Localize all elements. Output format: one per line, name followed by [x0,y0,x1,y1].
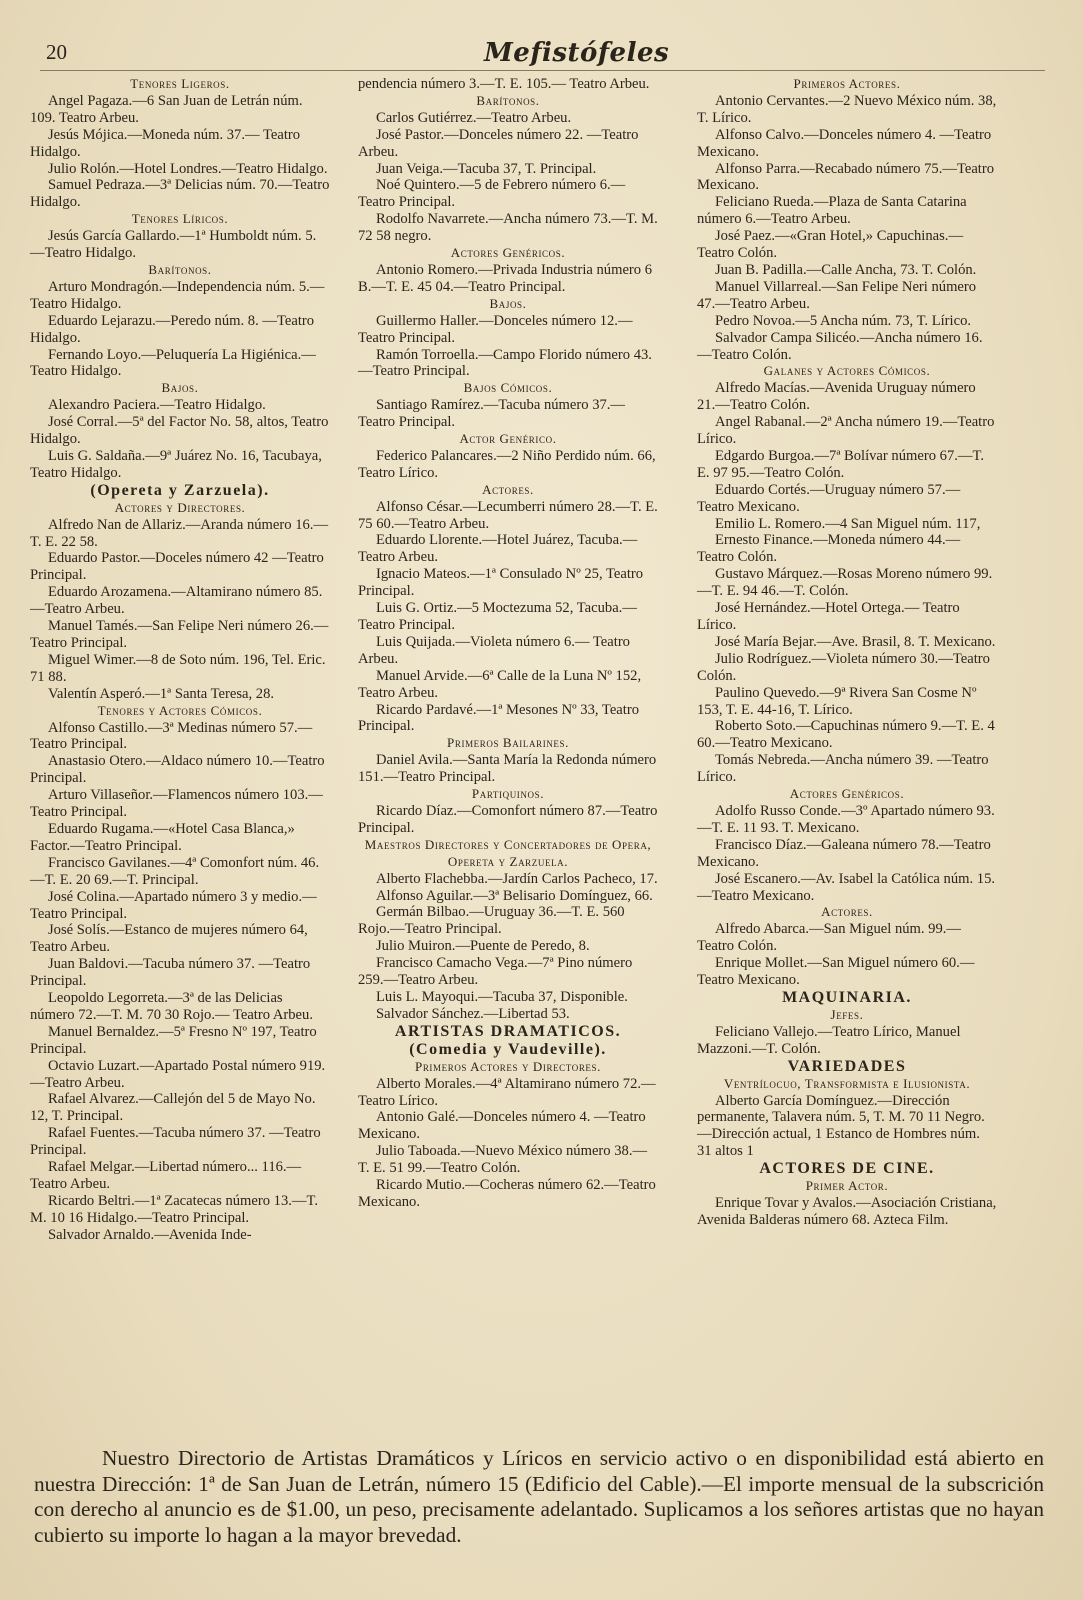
directory-entry: Arturo Villaseñor.—Flamencos número 103.—Teatro Principal. [30,787,323,821]
directory-entry: Ramón Torroella.—Campo Florido número 43.—Teatro Principal. [358,346,652,380]
directory-entry: Noé Quintero.—5 de Febrero número 6.—Teatro Principal. [358,177,626,211]
directory-entry: Rafael Alvarez.—Callejón del 5 de Mayo No. 12, T. Principal. [30,1091,316,1125]
directory-entry: Jesús García Gallardo.—1ª Humboldt núm. 5.—Teatro Hidalgo. [30,228,317,262]
directory-entry: Feliciano Rueda.—Plaza de Santa Catarina número 6.—Teatro Arbeu. [697,194,967,228]
directory-entry: Arturo Mondragón.—Independencia núm. 5.—Teatro Hidalgo. [30,278,325,312]
directory-entry: Salvador Arnaldo.—Avenida Inde- [48,1226,252,1243]
directory-entry: Fernando Loyo.—Peluquería La Higiénica.—Teatro Hidalgo. [30,346,316,380]
directory-entry: Alfonso César.—Lecumberri número 28.—T. E. 75 60.—Teatro Arbeu. [358,498,658,532]
directory-entry: Juan B. Padilla.—Calle Ancha, 73. T. Colón. [715,261,977,278]
category-title: (Comedia y Vaudeville). [409,1040,607,1058]
directory-entry: Ricardo Díaz.—Comonfort número 87.—Teatro Principal. [358,802,658,836]
directory-column-2 [358,76,658,1211]
category-title: VARIEDADES [787,1057,907,1075]
directory-entry: Alfonso Aguilar.—3ª Belisario Domínguez, 66. [376,887,653,904]
directory-entry: Germán Bilbao.—Uruguay 36.—T. E. 560 Rojo.—Teatro Principal. [358,904,625,938]
directory-entry: Alfredo Abarca.—San Miguel núm. 99.—Teatro Colón. [697,921,962,955]
directory-entry: Tomás Nebreda.—Ancha número 39. —Teatro Lírico. [697,752,989,786]
directory-entry: Julio Rodríguez.—Violeta número 30.—Teatro Colón. [697,650,990,684]
directory-entry: Alfonso Castillo.—3ª Medinas número 57.—Teatro Principal. [30,719,313,753]
directory-entry: Ricardo Mutio.—Cocheras número 62.—Teatro Mexicano. [358,1177,656,1210]
directory-entry: Juan Veiga.—Tacuba 37, T. Principal. [376,160,597,177]
directory-entry: Alfonso Parra.—Recabado número 75.—Teatro Mexicano. [697,160,995,194]
section-heading: Tenores y Actores Cómicos. [97,702,263,718]
directory-entry: Feliciano Vallejo.—Teatro Lírico, Manuel Mazzoni.—T. Colón. [697,1023,961,1057]
section-heading: Bajos. [161,380,199,396]
section-heading: Barítonos. [476,92,540,108]
category-title: ACTORES DE CINE. [759,1160,935,1178]
directory-entry: Francisco Díaz.—Galeana número 78.—Teatro Mexicano. [697,836,991,870]
directory-entry: José Escanero.—Av. Isabel la Católica núm. 15.—Teatro Mexicano. [697,870,996,904]
directory-entry: Anastasio Otero.—Aldaco número 10.—Teatro Principal. [30,753,325,787]
directory-entry: Manuel Villarreal.—San Felipe Neri número 47.—Teatro Arbeu. [697,278,977,312]
section-heading: Primeros Bailarines. [447,735,569,751]
directory-entry: Luis G. Ortiz.—5 Moctezuma 52, Tacuba.—Teatro Principal. [358,600,637,633]
directory-entry: Guillermo Haller.—Donceles número 12.—Teatro Principal. [358,312,633,346]
directory-entry: José Paez.—«Gran Hotel,» Capuchinas.—Teatro Colón. [697,228,964,262]
directory-entry: Manuel Arvide.—6ª Calle de la Luna Nº 152, Teatro Arbeu. [358,667,642,701]
directory-column-3 [697,76,997,1229]
directory-entry: José Pastor.—Donceles número 22. —Teatro Arbeu. [358,126,639,160]
directory-entry: Angel Pagaza.—6 San Juan de Letrán núm. 109. Teatro Arbeu. [30,92,303,126]
masthead-title: Mefistófeles [484,38,670,68]
directory-entry: José Corral.—5ª del Factor No. 58, altos, Teatro Hidalgo. [30,414,329,448]
directory-entry: Enrique Tovar y Avalos.—Asociación Cristiana, Avenida Balderas número 68. Azteca Film. [697,1195,997,1228]
directory-entry: Gustavo Márquez.—Rosas Moreno número 99.—T. E. 94 46.—T. Colón. [697,566,993,600]
directory-entry: Rafael Melgar.—Libertad número... 116.—Teatro Arbeu. [30,1159,302,1192]
directory-entry: Francisco Gavilanes.—4ª Comonfort núm. 46.—T. E. 20 69.—T. Principal. [30,854,320,888]
directory-entry: Luis Quijada.—Violeta número 6.— Teatro Arbeu. [358,633,630,667]
directory-entry: Alfonso Calvo.—Donceles número 4. —Teatro Mexicano. [697,126,992,160]
directory-entry: Leopoldo Legorreta.—3ª de las Delicias número 72.—T. M. 70 30 Rojo.— Teatro Arbeu. [30,990,313,1023]
directory-entry: Manuel Bernaldez.—5ª Fresno Nº 197, Teatro Principal. [30,1023,317,1057]
directory-entry: Paulino Quevedo.—9ª Rivera San Cosme Nº 153, T. E. 44-16, T. Lírico. [697,684,977,718]
section-heading: Actores Genéricos. [789,786,905,802]
directory-entry: pendencia número 3.—T. E. 105.— Teatro Arbeu. [358,76,650,92]
directory-entry: Julio Taboada.—Nuevo México número 38.—T. E. 51 99.—Teatro Colón. [358,1143,648,1177]
section-heading: Barítonos. [148,261,212,277]
section-heading: Actor Genérico. [459,431,557,447]
directory-entry: Antonio Romero.—Privada Industria número 6 B.—T. E. 45 04.—Teatro Principal. [358,261,653,295]
category-title: MAQUINARIA. [782,988,912,1006]
directory-entry: Emilio L. Romero.—4 San Miguel núm. 117, [715,515,981,532]
directory-entry: Eduardo Rugama.—«Hotel Casa Blanca,» Factor.—Teatro Principal. [30,820,295,854]
section-heading: Bajos Cómicos. [463,380,553,396]
section-heading: Actores Genéricos. [450,245,566,261]
directory-entry: Miguel Wimer.—8 de Soto núm. 196, Tel. Eric. 71 88. [30,651,326,685]
directory-entry: Salvador Sánchez.—Libertad 53. [376,1005,570,1022]
directory-entry: Eduardo Pastor.—Doceles número 42 —Teatro Principal. [30,550,324,584]
directory-entry: José María Bejar.—Ave. Brasil, 8. T. Mexicano. [715,633,996,650]
directory-entry: Luis L. Mayoqui.—Tacuba 37, Disponible. [376,988,628,1005]
directory-entry: Roberto Soto.—Capuchinas número 9.—T. E. 4 60.—Teatro Mexicano. [697,718,995,752]
directory-entry: José Colina.—Apartado número 3 y medio.—Teatro Principal. [30,888,317,922]
directory-entry: Adolfo Russo Conde.—3º Apartado número 93.—T. E. 11 93. T. Mexicano. [697,802,995,836]
directory-entry: Alexandro Paciera.—Teatro Hidalgo. [48,397,266,414]
directory-entry: Valentín Asperó.—1ª Santa Teresa, 28. [48,685,275,702]
section-heading: Actores. [821,904,873,920]
category-title: (Opereta y Zarzuela). [90,481,270,499]
directory-entry: Eduardo Arozamena.—Altamirano número 85.—Teatro Arbeu. [30,584,323,618]
directory-entry: Julio Muiron.—Puente de Peredo, 8. [376,938,590,955]
directory-entry: Alfredo Macías.—Avenida Uruguay número 21.—Teatro Colón. [697,380,976,414]
directory-column-1 [30,76,330,1244]
directory-entry: Angel Rabanal.—2ª Ancha número 19.—Teatro Lírico. [697,414,995,448]
directory-entry: Juan Baldovi.—Tacuba número 37. —Teatro Principal. [30,956,311,990]
directory-entry: Eduardo Cortés.—Uruguay número 57.—Teatro Mexicano. [697,481,961,515]
directory-entry: Antonio Galé.—Donceles número 4. —Teatro Mexicano. [358,1109,646,1143]
section-heading: Tenores Líricos. [131,211,229,227]
directory-entry: Federico Palancares.—2 Niño Perdido núm. 66, Teatro Lírico. [358,447,656,481]
directory-entry: Enrique Mollet.—San Miguel número 60.—Teatro Mexicano. [697,955,975,989]
page-number: 20 [46,40,67,64]
header-rule [40,70,1045,71]
directory-entry: Carlos Gutiérrez.—Teatro Arbeu. [376,109,572,126]
directory-entry: Eduardo Lejarazu.—Peredo núm. 8. —Teatro Hidalgo. [30,312,315,346]
section-heading: Ventrílocuo, Transformista e Ilusionista. [723,1075,971,1091]
directory-entry: Julio Rolón.—Hotel Londres.—Teatro Hidalgo. [48,160,328,177]
directory-entry: Manuel Tamés.—San Felipe Neri número 26.—Teatro Principal. [30,618,329,651]
directory-entry: Ricardo Beltri.—1ª Zacatecas número 13.—T. M. 10 16 Hidalgo.—Teatro Principal. [30,1192,318,1226]
directory-entry: Francisco Camacho Vega.—7ª Pino número 259.—Teatro Arbeu. [358,955,633,989]
section-heading: Bajos. [489,295,527,311]
directory-entry: Rodolfo Navarrete.—Ancha número 73.—T. M. 72 58 negro. [358,211,658,245]
directory-entry: Santiago Ramírez.—Tacuba número 37.—Teatro Principal. [358,397,626,431]
directory-entry: Pedro Novoa.—5 Ancha núm. 73, T. Lírico. [715,312,972,329]
directory-entry: Ignacio Mateos.—1ª Consulado Nº 25, Teatro Principal. [358,566,644,600]
directory-entry: Alberto Flachebba.—Jardín Carlos Pacheco, 17. [376,870,658,887]
directory-entry: Samuel Pedraza.—3ª Delicias núm. 70.—Teatro Hidalgo. [30,177,330,211]
section-heading: Actores. [482,481,534,497]
section-heading: Primeros Actores y Directores. [415,1058,601,1074]
section-heading: Primeros Actores. [793,76,901,91]
directory-entry: Alfredo Nan de Allariz.—Aranda número 16.—T. E. 22 58. [30,516,329,550]
directory-entry: Antonio Cervantes.—2 Nuevo México núm. 38, T. Lírico. [697,92,997,126]
directory-entry: Alberto García Domínguez.—Dirección permanente, Talavera núm. 5, T. M. 70 11 Negro.—Dirección actual, 1 Estanco de Hombres núm. 31 altos 1 [697,1092,985,1160]
directory-entry: José Hernández.—Hotel Ortega.— Teatro Lírico. [697,600,960,633]
section-heading: Jefes. [830,1006,864,1022]
directory-entry: Alberto Morales.—4ª Altamirano número 72.—Teatro Lírico. [358,1075,656,1109]
directory-entry: José Solís.—Estanco de mujeres número 64, Teatro Arbeu. [30,922,308,956]
directory-entry: Edgardo Burgoa.—7ª Bolívar número 67.—T. E. 97 95.—Teatro Colón. [697,447,984,481]
directory-entry: Ricardo Pardavé.—1ª Mesones Nº 33, Teatro Principal. [358,701,639,735]
category-title: ARTISTAS DRAMATICOS. [394,1022,622,1040]
directory-entry: Luis G. Saldaña.—9ª Juárez No. 16, Tacubaya, Teatro Hidalgo. [30,447,322,481]
section-heading: Actores y Directores. [114,499,246,515]
directory-notice: Nuestro Directorio de Artistas Dramáticos y Líricos en servicio activo o en disponibilidad está abierto en nuestra Dirección: 1ª de San Juan de Letrán, número 15 (Edificio del Cable).—El importe mensual de la subscrición con derecho al anuncio es de $1.00, un peso, precisamente adelantado. Suplicamos a los señores artistas que no hayan cubierto su importe lo hagan a la mayor brevedad. [34,1446,1044,1547]
directory-entry: Jesús Mójica.—Moneda núm. 37.— Teatro Hidalgo. [30,126,301,160]
section-heading: Primer Actor. [805,1178,889,1194]
section-heading: Partiquinos. [471,786,545,802]
directory-entry: Eduardo Llorente.—Hotel Juárez, Tacuba.—Teatro Arbeu. [358,532,638,566]
directory-entry: Rafael Fuentes.—Tacuba número 37. —Teatro Principal. [30,1125,321,1159]
directory-entry: Daniel Avila.—Santa María la Redonda número 151.—Teatro Principal. [358,752,657,786]
directory-entry: Octavio Luzart.—Apartado Postal número 919.—Teatro Arbeu. [30,1057,326,1091]
section-heading: Tenores Ligeros. [130,76,230,91]
section-heading: Galanes y Actores Cómicos. [763,363,931,379]
directory-entry: Salvador Campa Silicéo.—Ancha número 16.—Teatro Colón. [697,329,983,363]
section-heading: Maestros Directores y Concertadores de Opera, Opereta y Zarzuela. [364,836,652,869]
directory-entry: Ernesto Finance.—Moneda número 44.—Teatro Colón. [697,532,961,566]
